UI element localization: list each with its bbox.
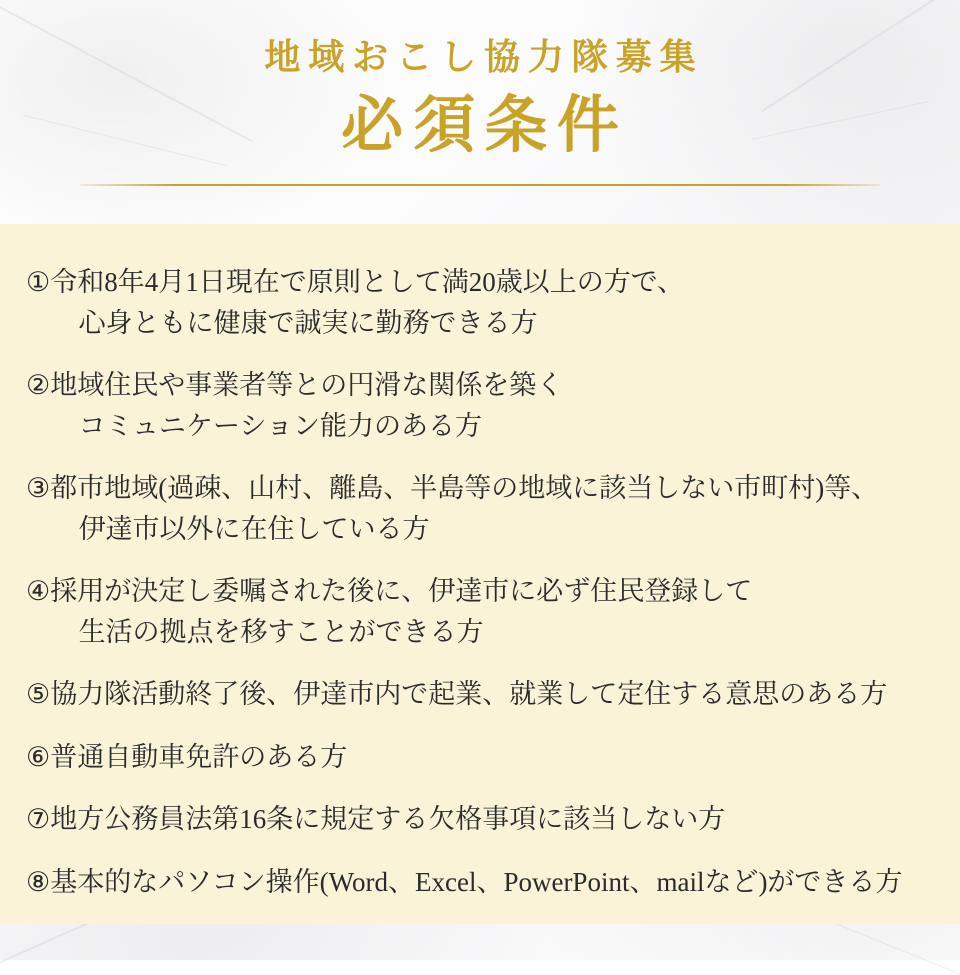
list-item: [26, 468, 934, 549]
list-item-body: [50, 262, 934, 343]
list-item: [26, 571, 934, 652]
list-item-line: 地域住民や事業者等との円滑な関係を築く: [50, 370, 564, 400]
list-item-body: [50, 862, 934, 903]
list-item-body: [50, 799, 934, 840]
list-item-line: 都市地域(過疎、山村、離島、半島等の地域に該当しない市町村)等、: [50, 473, 879, 503]
list-item-line: 地方公務員法第16条に規定する欠格事項に該当しない方: [50, 804, 726, 834]
list-item-line: 伊達市以外に在住している方: [78, 513, 430, 544]
poster-header: [0, 0, 960, 186]
list-item-body: [50, 674, 934, 715]
list-item-body: [50, 737, 934, 778]
list-item: [26, 737, 934, 778]
list-item-marker: ⑧: [26, 866, 51, 897]
list-item: [26, 799, 934, 840]
list-item-line: 協力隊活動終了後、伊達市内で起業、就業して定住する意思のある方: [50, 679, 888, 709]
list-item: [26, 862, 934, 903]
list-item: [26, 262, 934, 343]
gold-divider: [80, 184, 880, 186]
list-item-body: [50, 365, 934, 446]
list-item: [26, 674, 934, 715]
list-item-line: 採用が決定し委嘱された後に、伊達市に必ず住民登録して: [50, 576, 753, 606]
list-item-line: 心身ともに健康で誠実に勤務できる方: [78, 307, 538, 338]
list-item-line: コミュニケーション能力のある方: [78, 410, 482, 441]
list-item-line: 普通自動車免許のある方: [50, 741, 348, 772]
list-item-marker: ⑦: [26, 804, 51, 834]
list-item-line: 基本的なパソコン操作(Word、Excel、PowerPoint、mailなど)ができる方: [50, 866, 903, 897]
list-item-line: 生活の拠点を移すことができる方: [78, 616, 484, 647]
list-item-marker: ④: [26, 576, 51, 606]
list-item-line: 令和8年4月1日現在で原則として満20歳以上の方で、: [50, 267, 685, 297]
list-item: [26, 365, 934, 446]
kicker-text: 地域おこし協力隊募集: [264, 37, 704, 77]
page-title: 必須条件: [341, 92, 629, 161]
requirements-panel: [0, 224, 960, 924]
list-item-marker: ⑤: [26, 679, 51, 709]
list-item-marker: ①: [26, 267, 51, 297]
list-item-marker: ②: [26, 370, 51, 400]
list-item-body: [50, 571, 934, 652]
list-item-marker: ⑥: [26, 741, 51, 772]
list-item-body: [50, 468, 934, 549]
list-item-marker: ③: [26, 473, 51, 503]
